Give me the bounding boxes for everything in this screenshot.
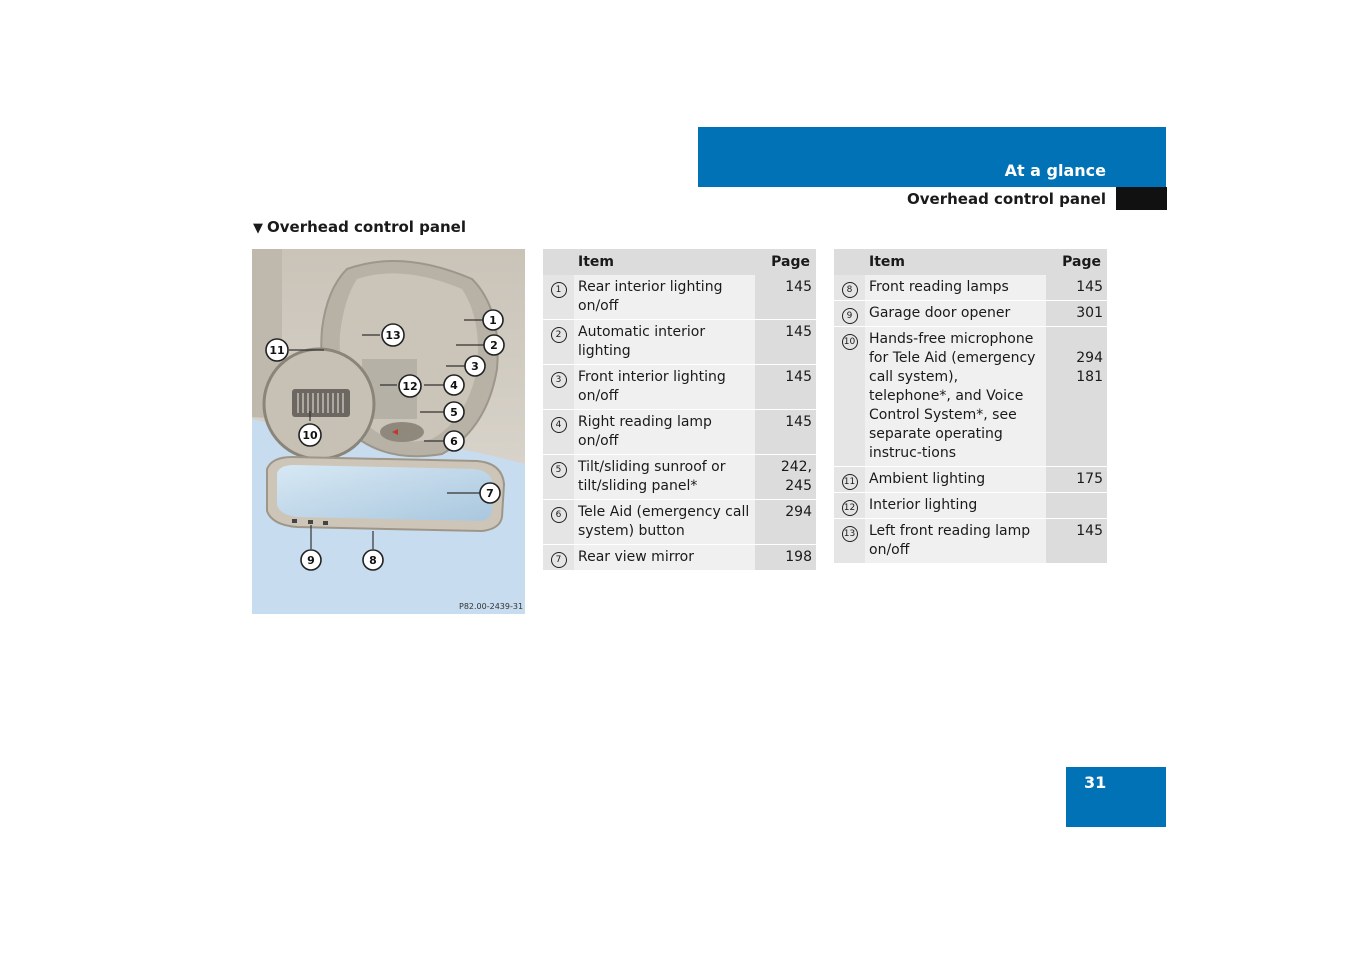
item-page-reference: 145 [1046,519,1107,564]
callout-10 [299,424,321,446]
item-description: Garage door opener [865,301,1046,327]
item-description: Tele Aid (emergency call system) button [574,500,755,545]
figure-code: P82.00-2439-31 [459,602,524,611]
item-number-cell [543,365,574,410]
table-row [543,365,816,410]
callout-13 [382,324,404,346]
item-number-cell [543,545,574,571]
item-number-badge: 3 [551,372,567,388]
svg-text:10: 10 [302,429,318,442]
overhead-panel-figure [252,249,525,614]
svg-text:3: 3 [471,360,479,373]
header-page: Page [755,249,816,275]
item-page-reference: 294 181 [1046,327,1107,467]
page-number-box [1066,767,1166,827]
item-description: Tilt/sliding sunroof or tilt/sliding panel* [574,455,755,500]
item-number-badge: 12 [842,500,858,516]
table-row [543,545,816,571]
item-page-reference: 175 [1046,467,1107,493]
table-row [834,467,1107,493]
item-number-cell [543,410,574,455]
section-title-text: Overhead control panel [267,218,466,236]
item-page-reference: 145 [755,365,816,410]
item-number-cell [834,519,865,564]
chapter-title: At a glance [1004,161,1106,180]
table-row [543,275,816,320]
item-description: Automatic interior lighting [574,320,755,365]
callout-11 [266,339,288,361]
header-number-cell [543,249,574,275]
header-number-cell [834,249,865,275]
callout-3 [465,356,485,376]
table-row [543,320,816,365]
svg-text:11: 11 [269,344,285,357]
item-page-reference [1046,493,1107,519]
table-row [543,410,816,455]
item-page-reference: 242, 245 [755,455,816,500]
item-description: Front reading lamps [865,275,1046,301]
item-number-badge: 11 [842,474,858,490]
svg-text:12: 12 [402,380,418,393]
callout-8 [363,550,383,570]
item-page-reference: 145 [755,410,816,455]
table-row [834,519,1107,564]
table-row [834,327,1107,467]
table-row [834,493,1107,519]
item-description: Ambient lighting [865,467,1046,493]
svg-text:8: 8 [369,554,377,567]
item-number-cell [543,320,574,365]
item-description: Front interior lighting on/off [574,365,755,410]
item-number-badge: 8 [842,282,858,298]
callout-4 [444,375,464,395]
page-number: 31 [1084,773,1107,792]
callout-7 [480,483,500,503]
item-description: Left front reading lamp on/off [865,519,1046,564]
item-number-badge: 2 [551,327,567,343]
callout-5 [444,402,464,422]
overhead-panel-illustration [252,249,525,614]
item-number-badge: 1 [551,282,567,298]
header-band [698,127,1166,187]
header-item: Item [865,249,1046,275]
parts-table-right [834,249,1107,564]
header-page: Page [1046,249,1107,275]
svg-text:5: 5 [450,406,458,419]
item-description: Right reading lamp on/off [574,410,755,455]
item-number-badge: 5 [551,462,567,478]
item-number-cell [543,455,574,500]
item-description: Hands-free microphone for Tele Aid (emergency call system), telephone*, and Voice Control System*, see separate operating instruc-tions [865,327,1046,467]
callout-12 [399,375,421,397]
svg-text:13: 13 [385,329,401,342]
callout-2 [484,335,504,355]
callout-6 [444,431,464,451]
item-page-reference: 145 [1046,275,1107,301]
item-number-badge: 4 [551,417,567,433]
item-number-cell [834,493,865,519]
item-number-badge: 13 [842,526,858,542]
item-page-reference: 301 [1046,301,1107,327]
item-number-cell [543,275,574,320]
item-number-badge: 9 [842,308,858,324]
item-number-cell [834,275,865,301]
item-page-reference: 145 [755,320,816,365]
chapter-tab-marker [1116,187,1167,210]
item-page-reference: 145 [755,275,816,320]
item-number-badge: 6 [551,507,567,523]
item-number-cell [834,301,865,327]
triangle-down-icon: ▼ [253,221,263,236]
table-row [834,275,1107,301]
item-number-cell [834,327,865,467]
item-number-badge: 7 [551,552,567,568]
header-item: Item [574,249,755,275]
item-page-reference: 198 [755,545,816,571]
callout-9 [301,550,321,570]
parts-table-left [543,249,816,571]
section-title [253,218,466,236]
item-number-cell [834,467,865,493]
svg-text:7: 7 [486,487,494,500]
svg-text:4: 4 [450,379,458,392]
section-heading: Overhead control panel [907,190,1106,208]
table-row [543,500,816,545]
svg-text:1: 1 [489,314,497,327]
item-page-reference: 294 [755,500,816,545]
item-description: Interior lighting [865,493,1046,519]
item-number-badge: 10 [842,334,858,350]
svg-text:9: 9 [307,554,315,567]
callout-1 [483,310,503,330]
svg-text:2: 2 [490,339,498,352]
svg-text:6: 6 [450,435,458,448]
table-row [834,301,1107,327]
table-row [543,455,816,500]
item-number-cell [543,500,574,545]
item-description: Rear interior lighting on/off [574,275,755,320]
item-description: Rear view mirror [574,545,755,571]
